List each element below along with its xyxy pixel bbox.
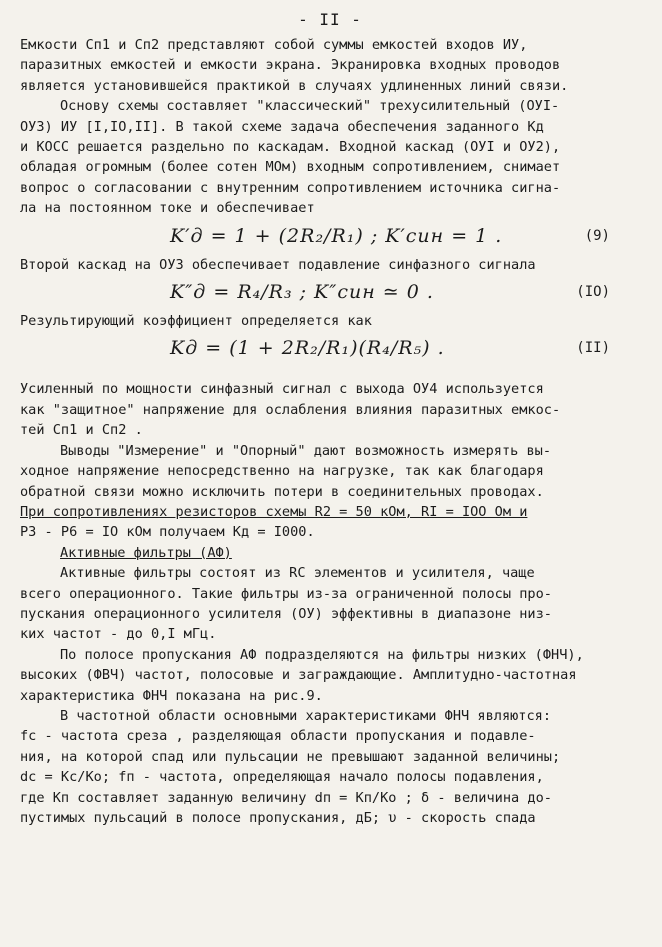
text-line: характеристика ФНЧ показана на рис.9.	[20, 687, 323, 704]
text-line: dс = Кс/Ко; fп - частота, определяющая начало полосы подавления,	[20, 769, 544, 786]
formula-number: (IO)	[576, 284, 610, 301]
formula-expression: K′д = 1 + (2R₂/R₁) ; K′син = 1 .	[170, 224, 503, 247]
text-line: высоких (ФВЧ) частот, полосовые и заграждающие. Амплитудно-частотная	[20, 667, 577, 684]
text-line: Выводы "Измерение" и "Опорный" дают возможность измерять вы-	[60, 442, 552, 459]
text-line: обладая огромным (более сотен МОм) входным сопротивлением, снимает	[20, 159, 561, 176]
text-line: как "защитное" напряжение для ослабления влияния паразитных емкос-	[20, 401, 561, 418]
text-line: пустимых пульсаций в полосе пропускания, дБ; υ - скорость спада	[20, 810, 536, 826]
text-line: Результирующий коэффициент определяется как	[20, 313, 372, 330]
formula-9	[20, 221, 640, 253]
formula-11	[20, 333, 640, 365]
text-line: является установившейся практикой в случаях удлиненных линий связи.	[20, 77, 569, 94]
formula-10	[20, 277, 640, 309]
text-line: ких частот - до 0,I мГц.	[20, 626, 217, 643]
text-line: Усиленный по мощности синфазный сигнал с выхода ОУ4 используется	[20, 381, 544, 398]
formula-number: (II)	[576, 340, 610, 357]
text-line: В частотной области основными характеристиками ФНЧ являются:	[60, 707, 552, 724]
text-line: При сопротивлениях резисторов схемы R2 = 50 кОм, RI = IOO Ом и	[20, 503, 528, 520]
text-line: и КОСС решается раздельно по каскадам. Входной каскад (ОУI и ОУ2),	[20, 139, 561, 156]
text-line: вопрос о согласовании с внутренним сопротивлением источника сигна-	[20, 179, 561, 196]
text-line: ходное напряжение непосредственно на нагрузке, так как благодаря	[20, 463, 544, 480]
text-line: пускания операционного усилителя (ОУ) эффективны в диапазоне низ-	[20, 605, 552, 622]
text-line: обратной связи можно исключить потери в соединительных проводах.	[20, 483, 544, 500]
text-line: ОУ3) ИУ [I,IO,II]. В такой схеме задача обеспечения заданного Кд	[20, 118, 544, 135]
formula-expression: Kд = (1 + 2R₂/R₁)(R₄/R₅) .	[170, 337, 445, 360]
text-line: Р3 - Р6 = IO кОм получаем Кд = I000.	[20, 524, 315, 541]
text-line: fс - частота среза , разделяющая области пропускания и подавле-	[20, 728, 536, 745]
text-line: ния, на которой спад или пульсации не превышают заданной величины;	[20, 748, 561, 765]
text-line: Второй каскад на ОУ3 обеспечивает подавление синфазного сигнала	[20, 256, 536, 273]
section-heading: Активные фильтры (АФ)	[60, 544, 232, 561]
text-line: Активные фильтры состоят из RC элементов и усилителя, чаще	[60, 565, 535, 582]
page-number: - II -	[298, 10, 362, 29]
text-line: Емкости Сп1 и Сп2 представляют собой суммы емкостей входов ИУ,	[20, 37, 528, 53]
text-line: Основу схемы составляет "классический" трехусилительный (ОУI-	[60, 98, 560, 115]
text-line: По полосе пропускания АФ подразделяются на фильтры низких (ФНЧ),	[60, 646, 584, 663]
text-line: всего операционного. Такие фильтры из-за ограниченной полосы про-	[20, 585, 552, 602]
text-line: где Кп составляет заданную величину dп = Кп/Ко ; δ - величина до-	[20, 789, 552, 806]
formula-number: (9)	[584, 227, 610, 244]
text-line: ла на постоянном токе и обеспечивает	[20, 200, 315, 217]
text-line: паразитных емкостей и емкости экрана. Экранировка входных проводов	[20, 57, 561, 74]
text-line: тей Сп1 и Сп2 .	[20, 422, 143, 439]
formula-expression: K″д = R₄/R₃ ; K″син ≃ 0 .	[170, 281, 434, 304]
